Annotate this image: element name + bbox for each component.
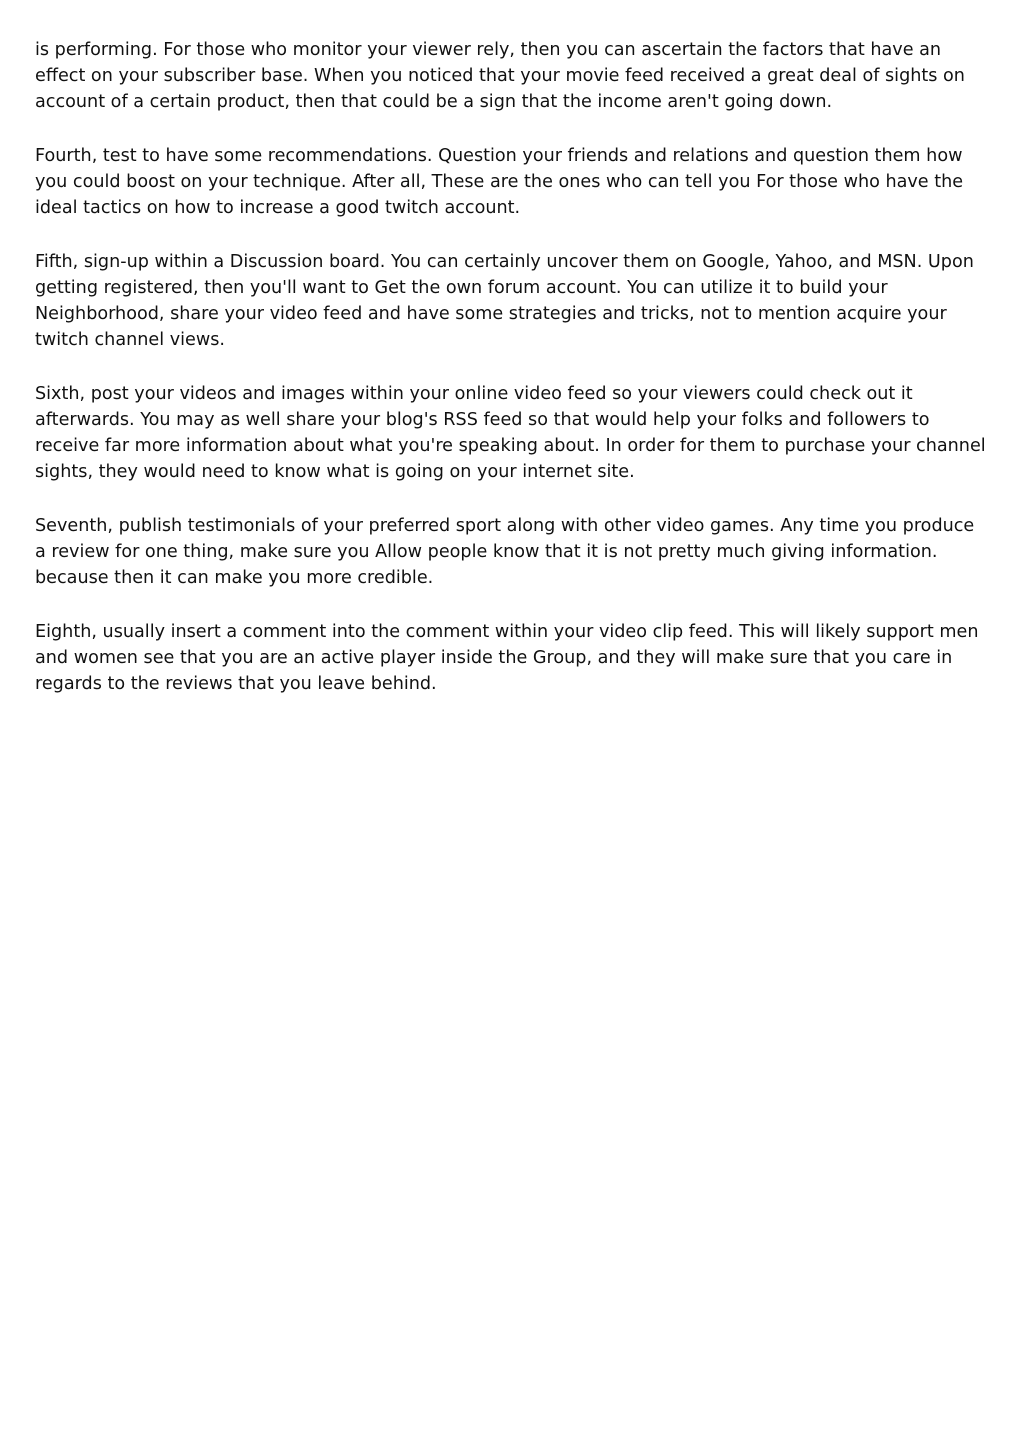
paragraph-eighth: Eighth, usually insert a comment into the comment within your video clip feed. This will likely support men and women see that you are an active player inside the Group, and they will make sure that you care in regards to the reviews that you leave behind. (35, 622, 979, 694)
paragraph-fifth: Fifth, sign-up within a Discussion board. You can certainly uncover them on Google, Yahoo, and MSN. Upon getting registered, then you'll want to Get the own forum account. You can utilize it to build your Neighborhood, share your video feed and have some strategies and tricks, not to mention acquire your twitch channel views. (35, 252, 974, 350)
paragraph-performing: is performing. For those who monitor your viewer rely, then you can ascertain the factors that have an effect on your subscriber base. When you noticed that your movie feed received a great deal of sights on account of a certain product, then that could be a sign that the income aren't going down. (35, 40, 965, 112)
paragraph-sixth: Sixth, post your videos and images within your online video feed so your viewers could check out it afterwards. You may as well share your blog's RSS feed so that would help your folks and followers to receive far more information about what you're speaking about. In order for them to purchase your channel sights, they would need to know what is going on your internet site. (35, 384, 986, 482)
paragraph-fourth: Fourth, test to have some recommendations. Question your friends and relations and question them how you could boost on your technique. After all, These are the ones who can tell you For those who have the ideal tactics on how to increase a good twitch account. (35, 146, 964, 218)
paragraph-seventh: Seventh, publish testimonials of your preferred sport along with other video games. Any time you produce a review for one thing, make sure you Allow people know that it is not pretty much giving information. because then it can make you more credible. (35, 516, 975, 588)
document-page (35, 37, 990, 725)
